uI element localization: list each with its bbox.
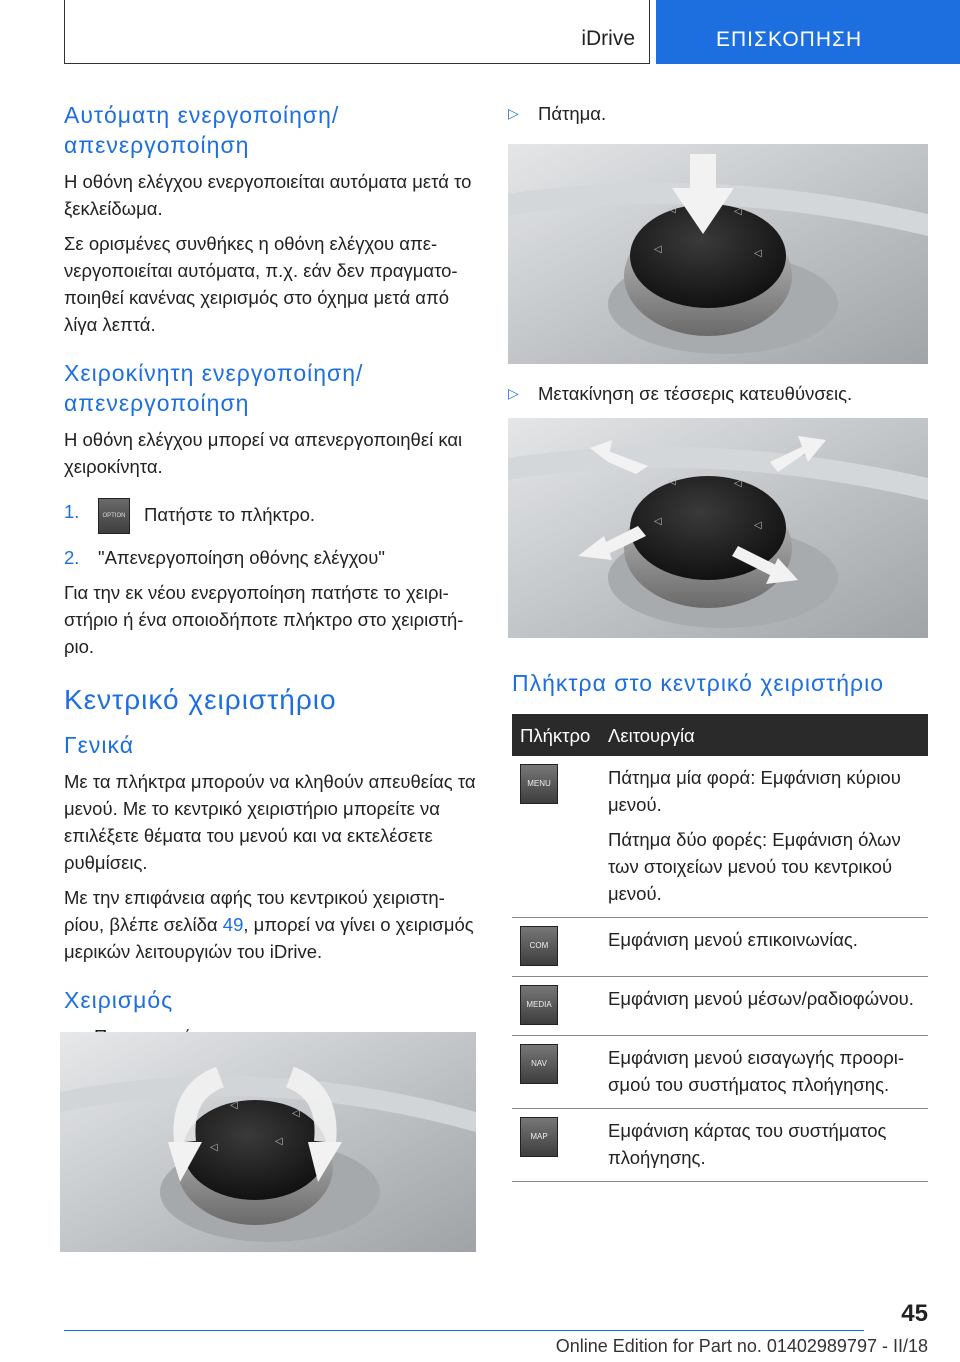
header-overview: ΕΠΙΣΚΟΠΗΣΗ (716, 28, 863, 51)
row-function-text: Εμφάνιση κάρτας του συστήματος πλοήγησης. (608, 1120, 887, 1168)
heading-manual-activation: Χειροκίνητη ενεργοποίηση/ απενεργοποίηση (64, 360, 364, 416)
svg-text:◁: ◁ (654, 244, 662, 255)
heading-operation: Χειρισμός (64, 987, 174, 1013)
step-2-number: 2. (64, 547, 80, 568)
svg-text:◁: ◁ (754, 520, 762, 531)
column-key: Πλήκτρο (512, 714, 600, 756)
map-key-icon: MAP (520, 1117, 558, 1157)
text-press: Πάτημα. (538, 103, 607, 124)
svg-text:◁: ◁ (668, 204, 676, 215)
triangle-icon: ▷ (508, 385, 519, 401)
controller-press-image (508, 144, 928, 364)
nav-key-icon: NAV (520, 1044, 558, 1084)
footer-divider (64, 1330, 864, 1331)
svg-text:◁: ◁ (654, 516, 662, 527)
option-key-icon: OPTION (98, 498, 130, 534)
svg-text:◁: ◁ (668, 476, 676, 487)
list-item-press (508, 100, 928, 127)
controller-rotate-image (60, 1032, 476, 1252)
svg-text:◁: ◁ (230, 1100, 238, 1111)
right-column (508, 100, 928, 127)
header-section[interactable] (656, 0, 960, 64)
text-general-1: Με τα πλήκτρα μπορούν να κληθούν απευθείας τα μενού. Με το κεντρικό χειριστήριο μπορείτε να επιλέξετε θέματα του μενού και να εκτελέσετε ρυθμίσεις. (64, 771, 476, 873)
media-key-icon: MEDIA (520, 985, 558, 1025)
svg-text:◁: ◁ (210, 1142, 218, 1153)
table-row (512, 756, 928, 918)
table-row (512, 1036, 928, 1109)
heading-general: Γενικά (64, 732, 135, 758)
text-reactivate: Για την εκ νέου ενεργοποίηση πατήστε το χειριστήριο ή ένα οποιοδήποτε πλήκτρο στο χειριστήριο. (64, 582, 464, 657)
row-function-text: Εμφάνιση μενού μέσων/ραδιοφώνου. (608, 988, 914, 1009)
row-function-text: Πάτημα μία φορά: Εμφάνιση κύριου μενού. (608, 767, 901, 815)
row-function-text: Εμφάνιση μενού επικοινωνίας. (608, 929, 858, 950)
svg-text:◁: ◁ (275, 1136, 283, 1147)
step-1 (64, 498, 478, 534)
step-1-text: Πατήστε το πλήκτρο. (144, 503, 316, 525)
list-item-move (508, 380, 928, 407)
footer-edition: Online Edition for Part no. 01402989797 - II/18 (555, 1336, 928, 1356)
header-idrive: iDrive (581, 27, 635, 50)
svg-text:◁: ◁ (734, 206, 742, 217)
svg-text:◁: ◁ (734, 478, 742, 489)
step-2 (64, 544, 478, 571)
svg-text:◁: ◁ (292, 1108, 300, 1119)
menu-key-icon: MENU (520, 764, 558, 804)
table-header (512, 714, 928, 756)
table-row (512, 918, 928, 977)
left-column (64, 100, 478, 1050)
svg-text:◁: ◁ (754, 248, 762, 259)
step-1-number: 1. (64, 501, 80, 522)
heading-controller: Κεντρικό χειριστήριο (64, 684, 337, 715)
table-row (512, 977, 928, 1036)
row-function-text: Πάτημα δύο φορές: Εμφάνιση όλων των στοιχείων μενού του κεντρικού μενού. (608, 829, 901, 904)
text-auto-1: Η οθόνη ελέγχου ενεργοποιείται αυτόματα μετά το ξεκλείδωμα. (64, 171, 472, 219)
header-chapter (64, 0, 650, 64)
text-auto-2: Σε ορισμένες συνθήκες η οθόνη ελέγχου απενεργοποιείται αυτόματα, π.χ. εάν δεν πραγματοποιηθεί κανένας χειρισμός στο όχημα μετά από λίγα λεπτά. (64, 233, 458, 335)
page-link[interactable]: 49 (222, 914, 244, 935)
heading-auto-activation: Αυτόματη ενεργοποίηση/ απενεργοποίηση (64, 102, 340, 158)
text-move: Μετακίνηση σε τέσσερις κατευθύνσεις. (538, 383, 853, 404)
column-function: Λειτουργία (600, 714, 928, 756)
triangle-icon: ▷ (508, 105, 519, 121)
page-number: 45 (901, 1300, 928, 1327)
com-key-icon: COM (520, 926, 558, 966)
controller-move-image (508, 418, 928, 638)
text-general-2: Με την επιφάνεια αφής του κεντρικού χειριστηρίου, βλέπε σελίδα 49, μπορεί να γίνει ο χειρισμός μερικών λειτουργιών του iDrive. (64, 887, 474, 962)
row-function-text: Εμφάνιση μενού εισαγωγής προορισμού του συστήματος πλοήγησης. (608, 1047, 905, 1095)
keys-table (512, 714, 928, 1182)
heading-keys: Πλήκτρα στο κεντρικό χειριστήριο (512, 670, 885, 696)
text-manual: Η οθόνη ελέγχου μπορεί να απενεργοποιηθεί και χειροκίνητα. (64, 429, 463, 477)
table-row (512, 1109, 928, 1182)
step-2-text: "Απενεργοποίηση οθόνης ελέγχου" (98, 547, 385, 568)
